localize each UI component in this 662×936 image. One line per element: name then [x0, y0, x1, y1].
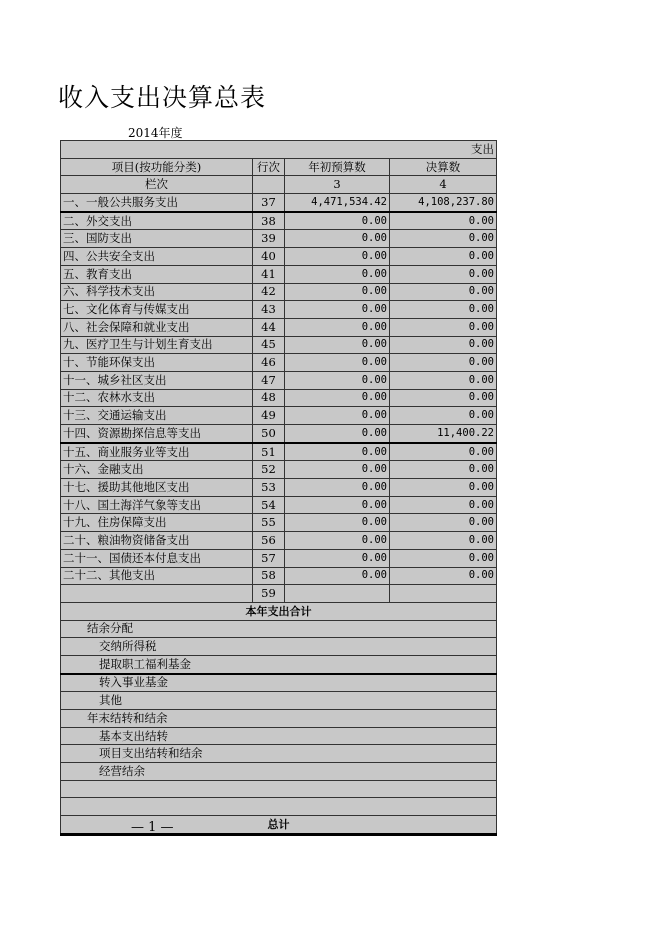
header-row-no: 行次 — [253, 158, 285, 176]
table-row — [61, 443, 497, 461]
budget-value: 0.00 — [285, 425, 390, 443]
item-name: 四、公共安全支出 — [61, 248, 253, 266]
table-row — [61, 265, 497, 283]
col-label: 栏次 — [61, 176, 253, 194]
table-row — [61, 318, 497, 336]
table-row — [61, 230, 497, 248]
table-row — [61, 301, 497, 319]
final-value: 0.00 — [390, 230, 497, 248]
item-name: 三、国防支出 — [61, 230, 253, 248]
budget-value: 0.00 — [285, 283, 390, 301]
grand-total-label: 总计 — [61, 816, 497, 835]
item-name: 二十一、国债还本付息支出 — [61, 549, 253, 567]
other-label: 其他 — [61, 692, 497, 710]
row-no: 50 — [253, 425, 285, 443]
row-no: 48 — [253, 389, 285, 407]
grand-total-row — [61, 816, 497, 835]
final-value: 0.00 — [390, 567, 497, 585]
item-name: 八、社会保障和就业支出 — [61, 318, 253, 336]
row-no: 51 — [253, 443, 285, 461]
header-final: 决算数 — [390, 158, 497, 176]
table-row — [61, 479, 497, 497]
item-name: 二、外交支出 — [61, 212, 253, 230]
col-index-blank — [253, 176, 285, 194]
item-name: 一、一般公共服务支出 — [61, 194, 253, 212]
budget-value: 0.00 — [285, 230, 390, 248]
section-label: 支出 — [61, 141, 497, 159]
row-no: 38 — [253, 212, 285, 230]
row-no: 52 — [253, 461, 285, 479]
row-no: 47 — [253, 371, 285, 389]
row-no: 43 — [253, 301, 285, 319]
table-row — [61, 461, 497, 479]
table-row — [61, 567, 497, 585]
budget-value: 0.00 — [285, 336, 390, 354]
final-value: 4,108,237.80 — [390, 194, 497, 212]
item-name: 十六、金融支出 — [61, 461, 253, 479]
final-value: 0.00 — [390, 443, 497, 461]
distribution-label: 结余分配 — [61, 620, 497, 638]
final-value: 0.00 — [390, 265, 497, 283]
row-no: 55 — [253, 514, 285, 532]
final-value: 0.00 — [390, 514, 497, 532]
budget-value: 0.00 — [285, 567, 390, 585]
table-row — [61, 283, 497, 301]
final-value: 0.00 — [390, 496, 497, 514]
page-number: — 1 — — [131, 820, 174, 835]
final-value: 0.00 — [390, 461, 497, 479]
row-no: 40 — [253, 248, 285, 266]
item-name: 五、教育支出 — [61, 265, 253, 283]
section-header-row — [61, 141, 497, 159]
budget-value: 0.00 — [285, 389, 390, 407]
final-value: 0.00 — [390, 532, 497, 550]
final-value: 0.00 — [390, 336, 497, 354]
year-total-row — [61, 602, 497, 620]
final-value: 0.00 — [390, 479, 497, 497]
item-name: 六、科学技术支出 — [61, 283, 253, 301]
budget-value: 0.00 — [285, 496, 390, 514]
column-index-row — [61, 176, 497, 194]
item-name: 十八、国土海洋气象等支出 — [61, 496, 253, 514]
budget-value: 0.00 — [285, 514, 390, 532]
col-index-3: 3 — [285, 176, 390, 194]
budget-value: 0.00 — [285, 248, 390, 266]
welfare-label: 提取职工福利基金 — [61, 655, 497, 673]
row-no: 39 — [253, 230, 285, 248]
final-value: 0.00 — [390, 248, 497, 266]
budget-value: 0.00 — [285, 354, 390, 372]
row-no: 54 — [253, 496, 285, 514]
item-name: 十一、城乡社区支出 — [61, 371, 253, 389]
row-no: 46 — [253, 354, 285, 372]
final-value: 0.00 — [390, 283, 497, 301]
final-value: 0.00 — [390, 318, 497, 336]
row-no: 45 — [253, 336, 285, 354]
final-value: 0.00 — [390, 407, 497, 425]
column-header-row — [61, 158, 497, 176]
header-item: 项目(按功能分类) — [61, 158, 253, 176]
final-value: 0.00 — [390, 389, 497, 407]
item-name: 十二、农林水支出 — [61, 389, 253, 407]
budget-value: 0.00 — [285, 443, 390, 461]
row-no: 58 — [253, 567, 285, 585]
table-row — [61, 248, 497, 266]
final-value: 0.00 — [390, 301, 497, 319]
table-row — [61, 549, 497, 567]
item-name: 二十二、其他支出 — [61, 567, 253, 585]
table-row — [61, 514, 497, 532]
item-name: 十五、商业服务业等支出 — [61, 443, 253, 461]
row-no: 41 — [253, 265, 285, 283]
basic-label: 基本支出结转 — [61, 727, 497, 745]
empty-row — [61, 798, 497, 816]
budget-value: 0.00 — [285, 549, 390, 567]
page-title: 收入支出决算总表 — [58, 83, 267, 112]
header-budget: 年初预算数 — [285, 158, 390, 176]
row-no: 42 — [253, 283, 285, 301]
empty-row — [61, 780, 497, 798]
table-row — [61, 354, 497, 372]
item-name: 二十、粮油物资储备支出 — [61, 532, 253, 550]
table-row — [61, 371, 497, 389]
item-name: 十九、住房保障支出 — [61, 514, 253, 532]
row-no: 53 — [253, 479, 285, 497]
item-name: 十、节能环保支出 — [61, 354, 253, 372]
blank-row — [61, 585, 497, 603]
budget-value: 0.00 — [285, 212, 390, 230]
table-row — [61, 532, 497, 550]
final-value: 0.00 — [390, 354, 497, 372]
fiscal-year: 2014年度 — [128, 126, 183, 140]
table-row — [61, 212, 497, 230]
year-total-label: 本年支出合计 — [61, 602, 497, 620]
budget-value: 0.00 — [285, 407, 390, 425]
col-index-4: 4 — [390, 176, 497, 194]
project-label: 项目支出结转和结余 — [61, 745, 497, 763]
final-value: 0.00 — [390, 212, 497, 230]
budget-value: 0.00 — [285, 461, 390, 479]
row-no: 56 — [253, 532, 285, 550]
table-row — [61, 194, 497, 212]
row-no: 49 — [253, 407, 285, 425]
item-name: 九、医疗卫生与计划生育支出 — [61, 336, 253, 354]
budget-value: 4,471,534.42 — [285, 194, 390, 212]
table-row — [61, 496, 497, 514]
item-name: 十三、交通运输支出 — [61, 407, 253, 425]
budget-value: 0.00 — [285, 301, 390, 319]
table-row — [61, 407, 497, 425]
budget-value: 0.00 — [285, 318, 390, 336]
item-name: 十四、资源勘探信息等支出 — [61, 425, 253, 443]
blank-row-no: 59 — [253, 585, 285, 603]
to-fund-label: 转入事业基金 — [61, 674, 497, 692]
row-no: 57 — [253, 549, 285, 567]
budget-value: 0.00 — [285, 479, 390, 497]
final-value: 0.00 — [390, 371, 497, 389]
item-name: 七、文化体育与传媒支出 — [61, 301, 253, 319]
tax-label: 交纳所得税 — [61, 638, 497, 656]
business-label: 经营结余 — [61, 763, 497, 781]
expenditure-table — [60, 140, 497, 836]
table-row — [61, 425, 497, 443]
budget-value: 0.00 — [285, 265, 390, 283]
table-row — [61, 389, 497, 407]
final-value: 0.00 — [390, 549, 497, 567]
row-no: 44 — [253, 318, 285, 336]
item-name: 十七、援助其他地区支出 — [61, 479, 253, 497]
year-end-label: 年末结转和结余 — [61, 710, 497, 728]
budget-value: 0.00 — [285, 371, 390, 389]
final-value: 11,400.22 — [390, 425, 497, 443]
table-row — [61, 336, 497, 354]
row-no: 37 — [253, 194, 285, 212]
budget-value: 0.00 — [285, 532, 390, 550]
